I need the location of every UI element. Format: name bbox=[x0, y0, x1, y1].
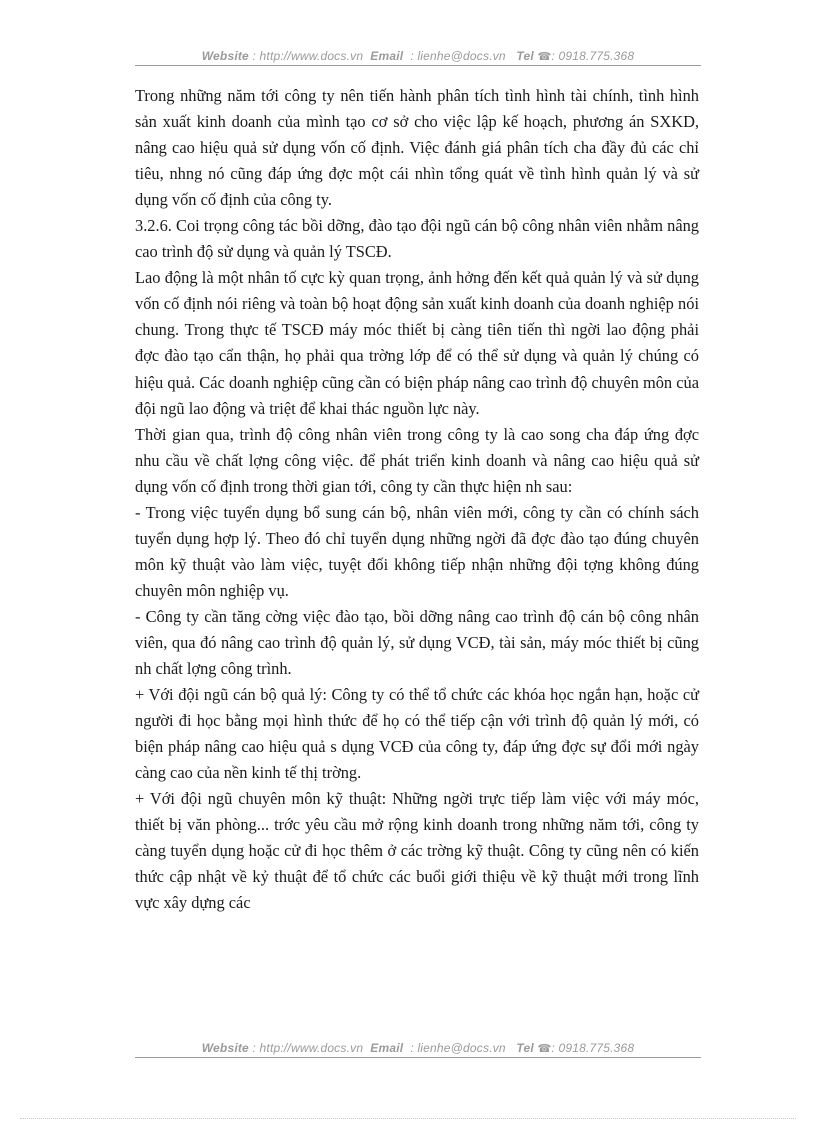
header-tel-value: : 0918.775.368 bbox=[551, 49, 635, 63]
page-bottom-divider bbox=[20, 1118, 796, 1119]
paragraph: Lao động là một nhân tố cực kỳ quan trọng, ảnh hởng đến kết quả quản lý và sử dụng vốn cố định nói riêng và toàn bộ hoạt động sản xuất kinh doanh của doanh nghiệp nói chung. Trong thực tế TSCĐ máy móc thiết bị càng tiên tiến thì ngời lao động phải đợc đào tạo cẩn thận, họ phải qua trờng lớp để có thể sử dụng và quản lý chúng có hiệu quả. Các doanh nghiệp cũng cần có biện pháp nâng cao trình độ chuyên môn của đội ngũ lao động và triệt để khai thác nguồn lực này. bbox=[135, 268, 704, 418]
header-tel-label: Tel bbox=[516, 49, 534, 63]
page-footer bbox=[135, 1041, 701, 1058]
footer-email-link[interactable]: : lienhe@docs.vn bbox=[410, 1041, 506, 1055]
paragraph: Thời gian qua, trình độ công nhân viên trong công ty là cao song cha đáp ứng đợc nhu cầu về chất lợng công việc. để phát triển kinh doanh và nâng cao hiệu quả sử dụng vốn cố định trong thời gian tới, công ty cần thực hiện nh sau: bbox=[135, 424, 704, 496]
section-heading: 3.2.6. Coi trọng công tác bồi dỡng, đào tạo đội ngũ cán bộ công nhân viên nhằm nâng cao trình độ sử dụng và quản lý TSCĐ. bbox=[135, 216, 704, 262]
paragraph: - Trong việc tuyển dụng bổ sung cán bộ, nhân viên mới, công ty cần có chính sách tuyển dụng hợp lý. Theo đó chỉ tuyển dụng những ngời đã đợc đào tạo đúng chuyên môn kỹ thuật vào làm việc, tuyệt đối không tiếp nhận những đội tợng không đúng chuyên môn nghiệp vụ. bbox=[135, 502, 704, 600]
footer-email-label: Email bbox=[370, 1041, 404, 1055]
paragraph: + Với đội ngũ cán bộ quả lý: Công ty có thể tổ chức các khóa học ngắn hạn, hoặc cử người đi học bằng mọi hình thức để họ có thể tiếp cận với trình độ quản lý mới, có biện pháp nâng cao hiệu quả s dụng VCĐ của công ty, đáp ứng đợc sự đổi mới ngày càng cao của nền kinh tế thị trờng. bbox=[135, 685, 704, 783]
header-website-link[interactable]: : http://www.docs.vn bbox=[252, 49, 364, 63]
footer-website-label: Website bbox=[201, 1041, 249, 1055]
phone-icon: ☎ bbox=[537, 51, 552, 63]
header-email-label: Email bbox=[370, 49, 404, 63]
paragraph: + Với đội ngũ chuyên môn kỹ thuật: Những ngời trực tiếp làm việc với máy móc, thiết bị văn phòng... trớc yêu cầu mở rộng kinh doanh trong những năm tới, công ty càng tuyển dụng hoặc cử đi học thêm ở các trờng kỹ thuật. Công ty cũng nên có kiến thức cập nhật về kỷ thuật để tổ chức các buổi giới thiệu về kỹ thuật mới trong lĩnh vực xây dựng các bbox=[135, 789, 704, 913]
footer-tel-value: : 0918.775.368 bbox=[551, 1041, 635, 1055]
footer-website-link[interactable]: : http://www.docs.vn bbox=[252, 1041, 364, 1055]
paragraph: - Công ty cần tăng cờng việc đào tạo, bồi dỡng nâng cao trình độ cán bộ công nhân viên, qua đó nâng cao trình độ quản lý, sử dụng VCĐ, tài sản, máy móc thiết bị cũng nh chất lợng công trình. bbox=[135, 606, 704, 679]
footer-tel-label: Tel bbox=[516, 1041, 534, 1055]
paragraph: Trong những năm tới công ty nên tiến hành phân tích tình hình tài chính, tình hình sản xuất kinh doanh của mình tạo cơ sở cho việc lập kế hoạch, phương án SXKD, nâng cao hiệu quả sử dụng vốn cố định. Việc đánh giá phân tích cha đầy đủ các chỉ tiêu, nhng nó cũng đáp ứng đợc một cái nhìn tổng quát về tình hình quản lý và sử dụng vốn cố định của công ty. bbox=[135, 86, 704, 210]
page-header bbox=[135, 49, 701, 66]
phone-icon: ☎ bbox=[537, 1043, 552, 1055]
header-email-link[interactable]: : lienhe@docs.vn bbox=[410, 49, 506, 63]
header-website-label: Website bbox=[201, 49, 249, 63]
document-body bbox=[135, 83, 704, 917]
